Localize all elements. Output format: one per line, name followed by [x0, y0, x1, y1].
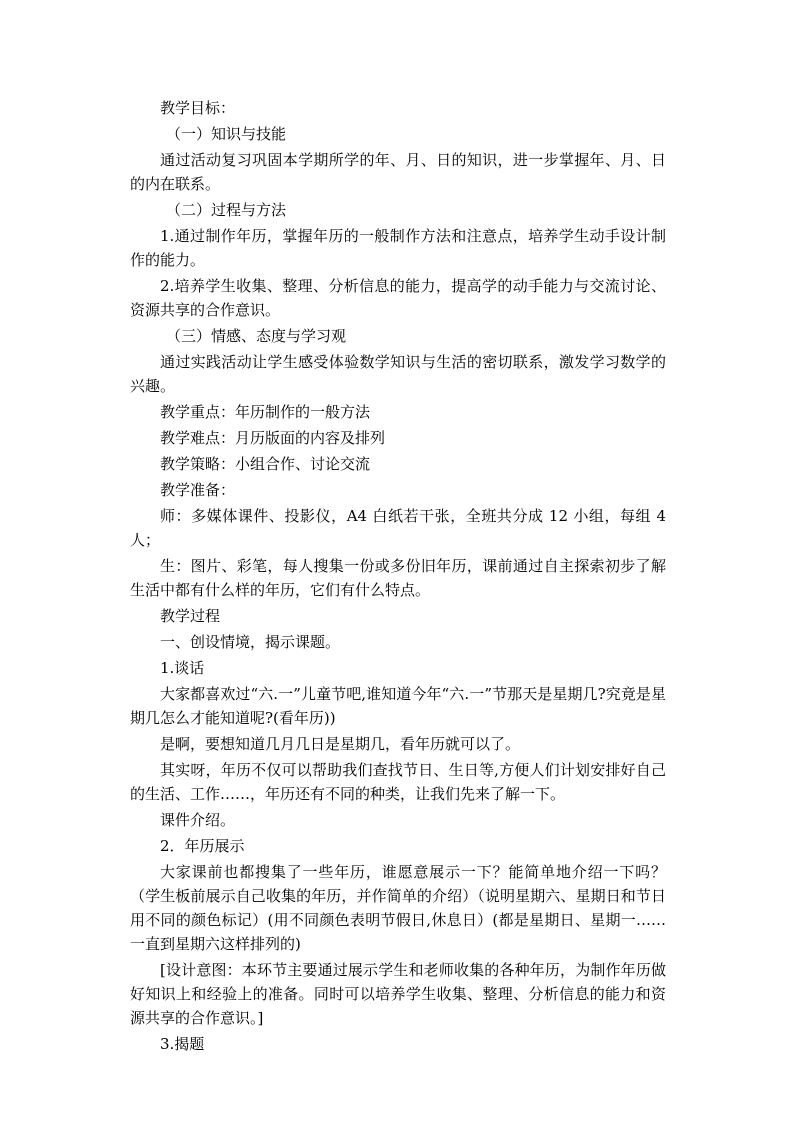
- step2-paragraph: 大家课前也都搜集了一些年历，谁愿意展示一下？能简单地介绍一下吗？（学生板前展示自己收集的年历，并作简单的介绍）（说明星期六、星期日和节日用不同的颜色标记）(用不同颜色表明节假日,休息日）(都是星期日、星期一……一直到星期六这样排列的): [130, 863, 666, 953]
- step1-paragraph-4: 课件介绍。: [160, 811, 236, 829]
- section1-text: 通过活动复习巩固本学期所学的年、月、日的知识，进一步掌握年、月、日的内在联系。: [130, 151, 666, 193]
- document-body: [130, 96, 666, 1056]
- process-heading: 教学过程: [160, 607, 221, 625]
- strategy: 教学策略：小组合作、讨论交流: [160, 455, 371, 473]
- step2-title: 2．年历展示: [160, 837, 245, 855]
- teacher-prep: 师：多媒体课件、投影仪，A4 白纸若干张，全班共分成 12 小组，每组 4 人；: [130, 507, 666, 549]
- section1-title: （一）知识与技能: [166, 125, 287, 143]
- section3-title: （三）情感、态度与学习观: [166, 327, 347, 345]
- goals-heading: 教学目标：: [160, 99, 236, 117]
- section2-title: （二）过程与方法: [166, 201, 287, 219]
- section2-item1: 1.通过制作年历，掌握年历的一般制作方法和注意点，培养学生动手设计制作的能力。: [130, 227, 666, 269]
- step2-design-intent: [设计意图：本环节主要通过展示学生和老师收集的各种年历，为制作年历做好知识上和经验上的准备。同时可以培养学生收集、整理、分析信息的能力和资源共享的合作意识。]: [130, 961, 666, 1027]
- key-point: 教学重点：年历制作的一般方法: [160, 403, 371, 421]
- section3-text: 通过实践活动让学生感受体验数学知识与生活的密切联系，激发学习数学的兴趣。: [130, 353, 666, 395]
- part1-title: 一、创设情境，揭示课题。: [160, 633, 341, 651]
- difficulty: 教学难点：月历版面的内容及排列: [160, 429, 386, 447]
- section2-item2: 2.培养学生收集、整理、分析信息的能力，提高学的动手能力与交流讨论、资源共享的合作意识。: [130, 277, 666, 319]
- step1-title: 1.谈话: [160, 659, 205, 677]
- step1-paragraph-3: 其实呀，年历不仅可以帮助我们查找节日、生日等,方便人们计划安排好自己的生活、工作……，年历还有不同的种类，让我们先来了解一下。: [130, 761, 666, 803]
- step1-paragraph-2: 是啊，要想知道几月几日是星期几，看年历就可以了。: [160, 735, 521, 753]
- step1-paragraph-1: 大家都喜欢过“六.一”儿童节吧,谁知道今年“六.一”节那天是星期几?究竟是星期几怎么才能知道呢?(看年历)): [130, 685, 666, 727]
- step3-title: 3.揭题: [160, 1035, 205, 1053]
- student-prep: 生：图片、彩笔，每人搜集一份或多份旧年历，课前通过自主探索初步了解生活中都有什么样的年历，它们有什么特点。: [130, 557, 666, 599]
- preparation-heading: 教学准备：: [160, 481, 236, 499]
